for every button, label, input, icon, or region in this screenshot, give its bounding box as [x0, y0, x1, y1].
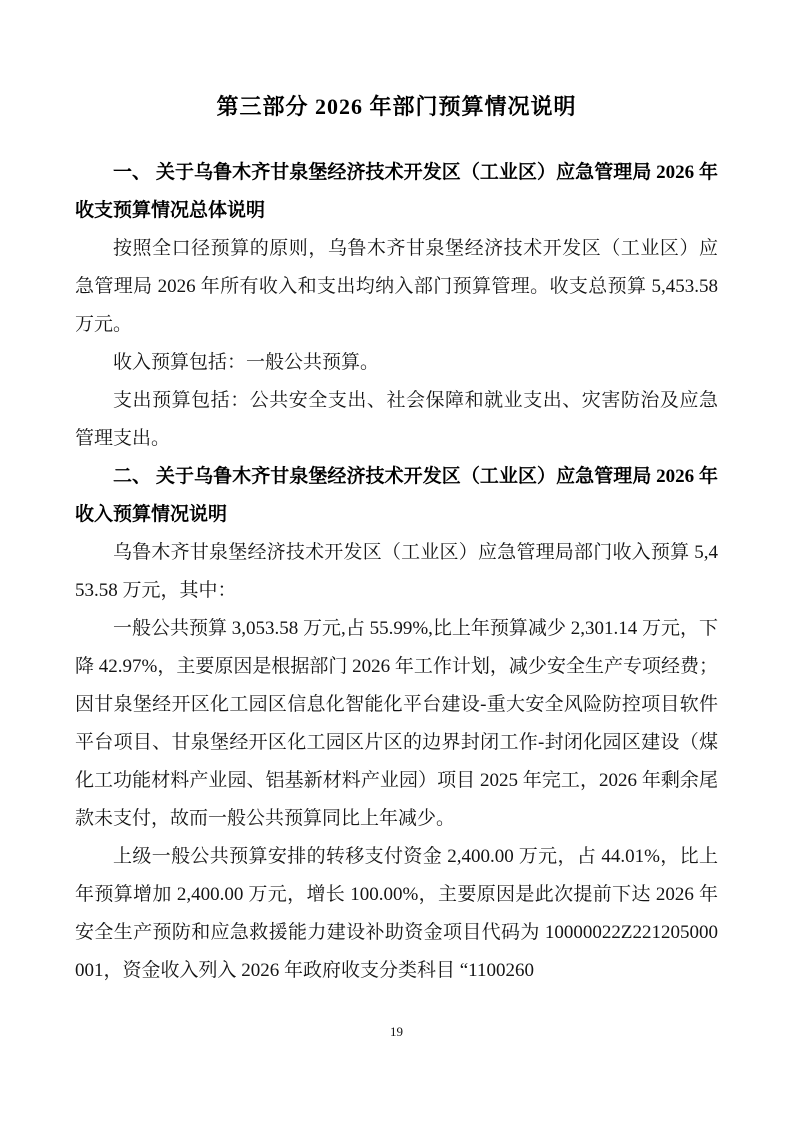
- section-2-paragraph-3: 上级一般公共预算安排的转移支付资金 2,400.00 万元，占 44.01%，比上年预算增加 2,400.00 万元，增长 100.00%，主要原因是此次提前下达 2026 年安全生产预防和应急救援能力建设补助资金项目代码为 10000022Z221205000001，资金收入列入 2026 年政府收支分类科目 “1100260: [75, 846, 718, 981]
- section-1-heading: 一、 关于乌鲁木齐甘泉堡经济技术开发区（工业区）应急管理局 2026 年收支预算情况总体说明: [75, 162, 718, 221]
- section-2-heading: 二、 关于乌鲁木齐甘泉堡经济技术开发区（工业区）应急管理局 2026 年收入预算情况说明: [75, 466, 718, 525]
- section-overall-budget: [75, 154, 718, 458]
- section-2-paragraph-2: 一般公共预算 3,053.58 万元,占 55.99%,比上年预算减少 2,301.14 万元，下降 42.97%，主要原因是根据部门 2026 年工作计划，减少安全生产专项经费；因甘泉堡经开区化工园区信息化智能化平台建设-重大安全风险防控项目软件平台项目、甘泉堡经开区化工园区片区的边界封闭工作-封闭化园区建设（煤化工功能材料产业园、铝基新材料产业园）项目 2025 年完工，2026 年剩余尾款未支付，故而一般公共预算同比上年减少。: [75, 618, 718, 829]
- section-income-budget: [75, 458, 718, 990]
- document-content: [75, 88, 718, 990]
- section-1-paragraph-3: 支出预算包括：公共安全支出、社会保障和就业支出、灾害防治及应急管理支出。: [75, 390, 718, 449]
- document-title: 第三部分 2026 年部门预算情况说明: [216, 94, 577, 119]
- section-1-paragraph-1: 按照全口径预算的原则，乌鲁木齐甘泉堡经济技术开发区（工业区）应急管理局 2026 年所有收入和支出均纳入部门预算管理。收支总预算 5,453.58 万元。: [75, 238, 718, 335]
- section-1-paragraph-2: 收入预算包括：一般公共预算。: [113, 352, 380, 373]
- section-2-paragraph-1: 乌鲁木齐甘泉堡经济技术开发区（工业区）应急管理局部门收入预算 5,453.58 万元，其中：: [75, 542, 718, 601]
- page-number: 19: [390, 1024, 403, 1039]
